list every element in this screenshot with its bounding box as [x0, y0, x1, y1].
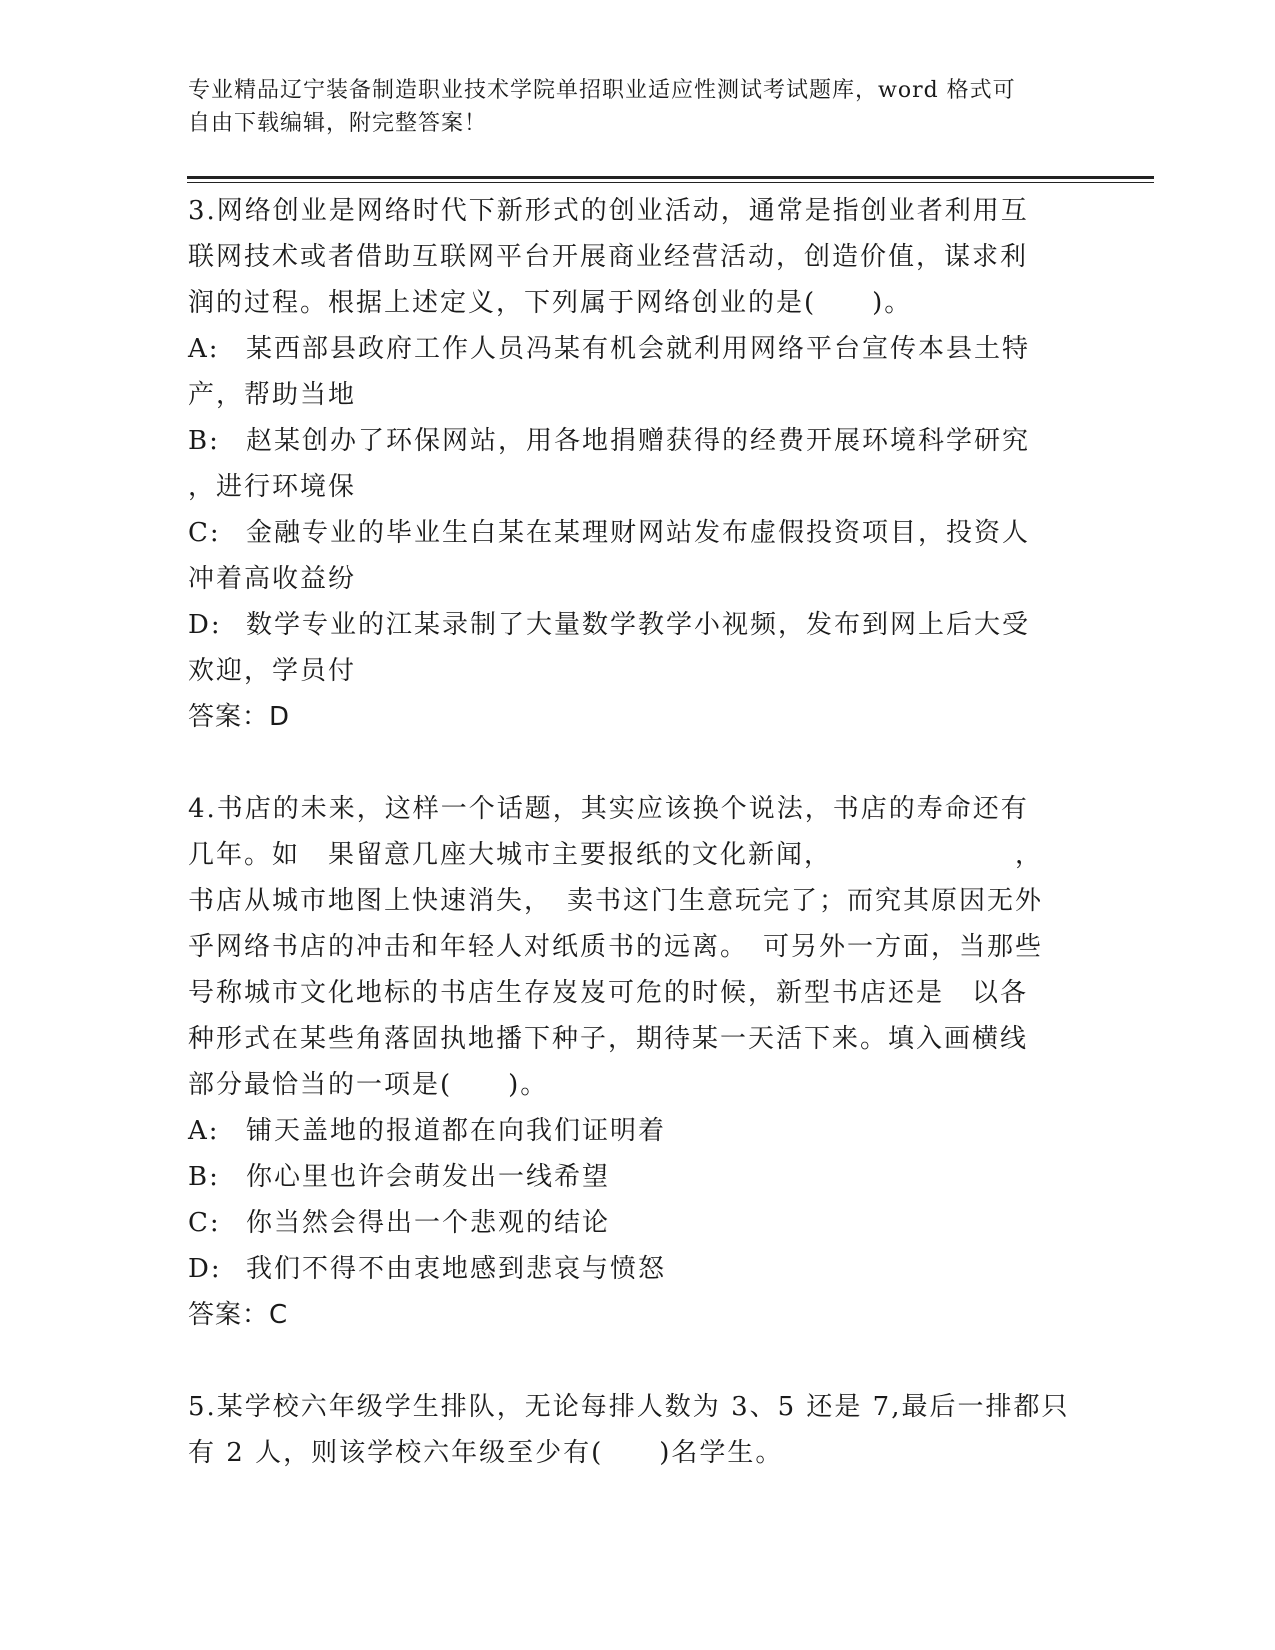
option-text: 我们不得不由衷地感到悲哀与愤怒 — [246, 1254, 667, 1284]
option-letter: D: — [188, 1254, 222, 1284]
question-4-stem-line-2: 几年。如 果留意几座大城市主要报纸的文化新闻， ， — [188, 840, 1044, 870]
question-4-option-d — [188, 1246, 1088, 1292]
option-text: 金融专业的毕业生白某在某理财网站发布虚假投资项目，投资人 — [246, 518, 1031, 548]
question-3-stem-line-2: 联网技术或者借助互联网平台开展商业经营活动，创造价值，谋求利 — [188, 242, 1029, 272]
option-letter: B: — [188, 1162, 220, 1192]
option-letter: B: — [188, 426, 220, 456]
question-3-option-b-cont: ，进行环境保 — [188, 472, 357, 502]
header-line-1: 专业精品辽宁装备制造职业技术学院单招职业适应性测试考试题库，word 格式可 — [188, 78, 1016, 103]
header-line-2: 自由下载编辑，附完整答案！ — [188, 111, 488, 136]
header-rule-thin — [187, 182, 1154, 183]
option-letter: A: — [188, 334, 220, 364]
question-4-stem-line-3: 书店从城市地图上快速消失， 卖书这门生意玩完了；而究其原因无外 — [188, 886, 1044, 916]
option-text: 某西部县政府工作人员冯某有机会就利用网络平台宣传本县土特 — [246, 334, 1031, 364]
question-4-option-c — [188, 1200, 1088, 1246]
question-4 — [188, 786, 1088, 1338]
question-4-stem-line-6: 种形式在某些角落固执地播下种子，期待某一天活下来。填入画横线 — [188, 1024, 1029, 1054]
question-3-option-a — [188, 326, 1088, 372]
question-content — [188, 188, 1088, 1476]
question-4-option-a — [188, 1108, 1088, 1154]
question-4-stem-line-4: 乎网络书店的冲击和年轻人对纸质书的远离。 可另外一方面，当那些 — [188, 932, 1044, 962]
option-text: 赵某创办了环保网站，用各地捐赠获得的经费开展环境科学研究 — [246, 426, 1031, 456]
option-text: 你当然会得出一个悲观的结论 — [246, 1208, 611, 1238]
document-header — [188, 74, 1068, 140]
option-text: 铺天盖地的报道都在向我们证明着 — [246, 1116, 667, 1146]
question-4-stem-line-1: 4.书店的未来，这样一个话题，其实应该换个说法，书店的寿命还有 — [188, 794, 1029, 824]
question-3-stem-line-3: 润的过程。根据上述定义，下列属于网络创业的是( )。 — [188, 288, 913, 318]
question-4-option-b — [188, 1154, 1088, 1200]
header-rule-thick — [187, 176, 1154, 179]
question-3-option-b — [188, 418, 1088, 464]
question-3-option-d — [188, 602, 1088, 648]
question-5-stem-line-1: 5.某学校六年级学生排队，无论每排人数为 3、5 还是 7,最后一排都只 — [188, 1392, 1070, 1422]
question-4-stem-line-7: 部分最恰当的一项是( )。 — [188, 1070, 549, 1100]
question-3-option-c — [188, 510, 1088, 556]
spacer — [188, 740, 1088, 786]
question-3-answer: 答案：D — [188, 702, 291, 732]
option-letter: C: — [188, 1208, 221, 1238]
option-letter: C: — [188, 518, 221, 548]
question-5 — [188, 1384, 1088, 1476]
question-3-option-c-cont: 冲着高收益纷 — [188, 564, 357, 594]
spacer — [188, 1338, 1088, 1384]
option-text: 数学专业的江某录制了大量数学教学小视频，发布到网上后大受 — [246, 610, 1031, 640]
option-letter: A: — [188, 1116, 220, 1146]
question-4-answer: 答案：C — [188, 1300, 289, 1330]
question-3-option-d-cont: 欢迎，学员付 — [188, 656, 357, 686]
question-3 — [188, 188, 1088, 740]
question-4-stem-line-5: 号称城市文化地标的书店生存岌岌可危的时候，新型书店还是 以各 — [188, 978, 1029, 1008]
option-text: 你心里也许会萌发出一线希望 — [246, 1162, 611, 1192]
question-3-option-a-cont: 产，帮助当地 — [188, 380, 357, 410]
question-3-stem-line-1: 3.网络创业是网络时代下新形式的创业活动，通常是指创业者利用互 — [188, 196, 1029, 226]
question-5-stem-line-2: 有 2 人，则该学校六年级至少有( )名学生。 — [188, 1438, 784, 1468]
option-letter: D: — [188, 610, 222, 640]
